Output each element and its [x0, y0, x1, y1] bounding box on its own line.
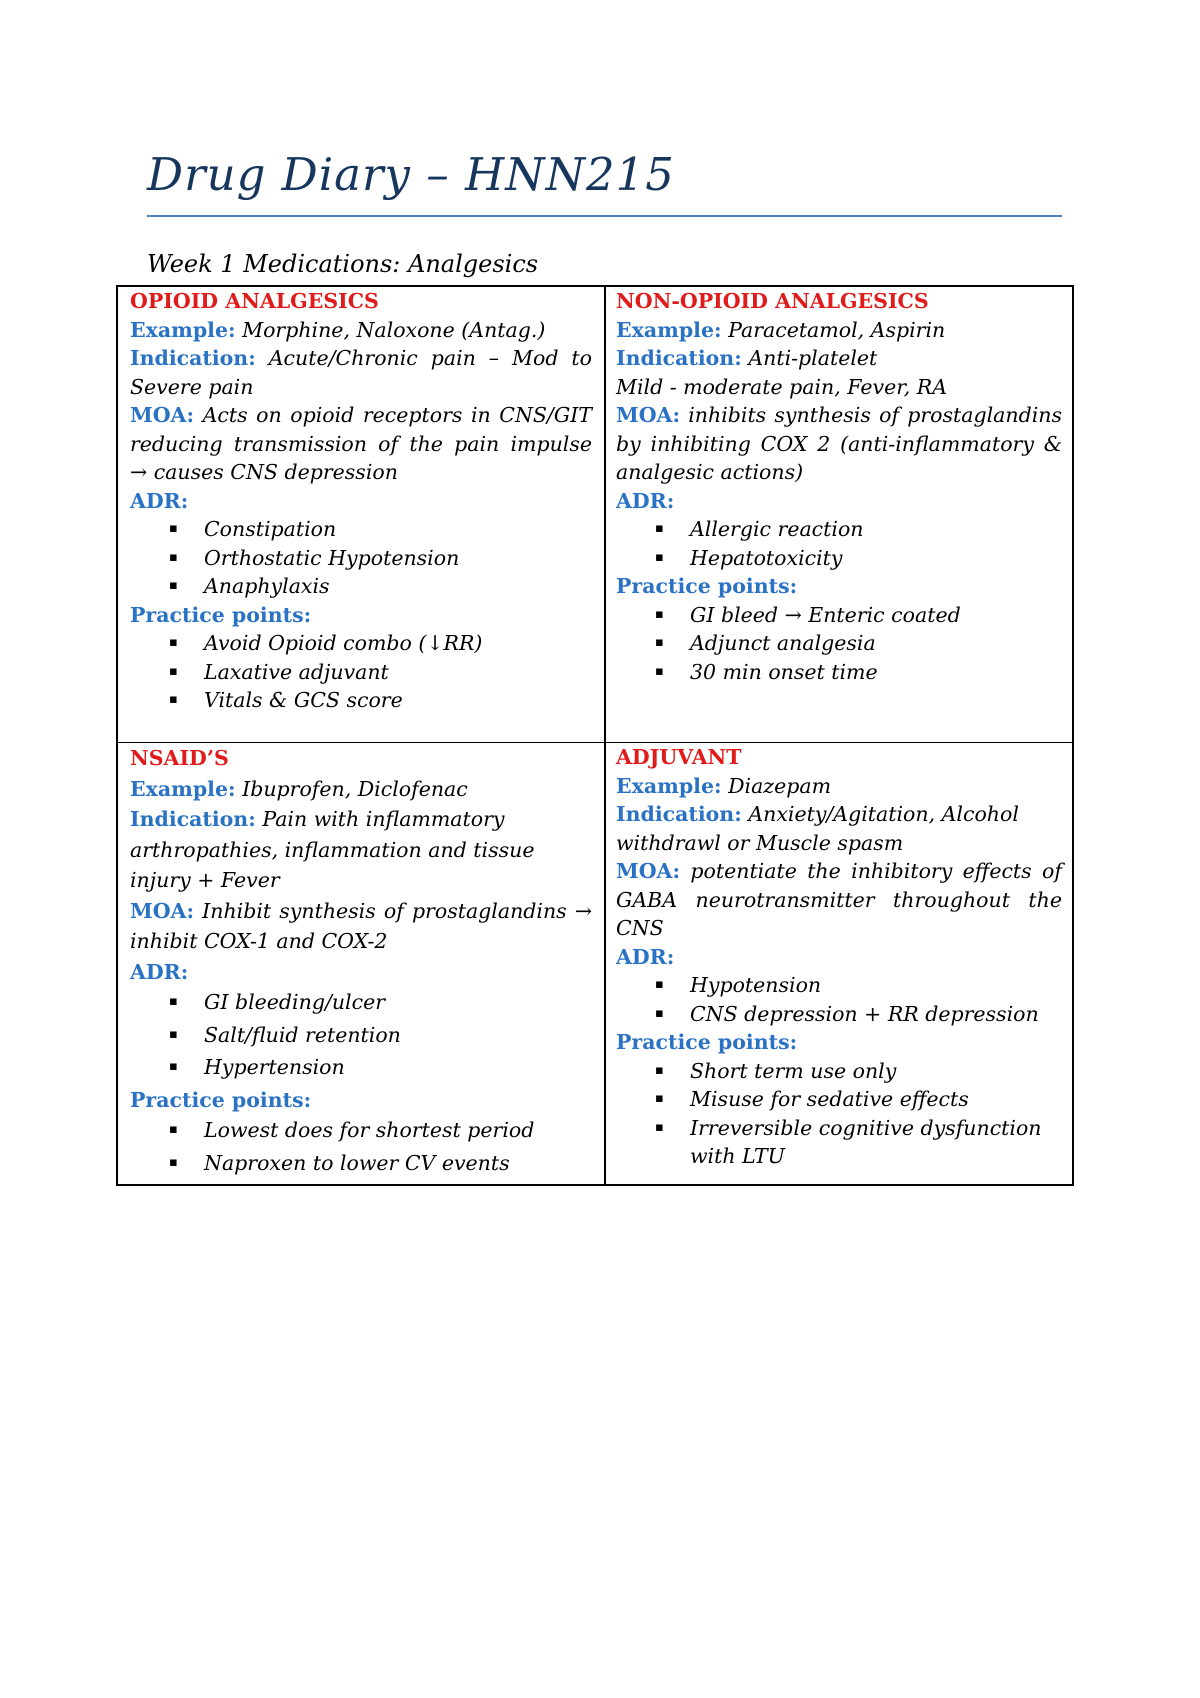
document-subtitle: Week 1 Medications: Analgesics: [147, 250, 539, 278]
example-label: Example:: [130, 776, 236, 801]
list-item: ▪ Orthostatic Hypotension: [130, 544, 592, 573]
list-item: ▪ GI bleeding/ulcer: [130, 987, 592, 1018]
bullet-icon: ▪: [655, 977, 664, 992]
moa-label: MOA:: [616, 403, 681, 427]
adjuvant-example: Diazepam: [728, 773, 832, 798]
example-label: Example:: [616, 317, 722, 342]
nsaids-practice-list: [130, 1115, 592, 1178]
nonopioid-example: Paracetamol, Aspirin: [728, 317, 946, 342]
list-item: ▪ Irreversible cognitive dysfunction with LTU: [655, 1115, 1042, 1168]
nsaids-moa-row: [130, 896, 592, 957]
list-item: ▪ Adjunct analgesia: [616, 629, 1062, 658]
bullet-icon: ▪: [169, 1026, 178, 1042]
opioid-moa-row: [130, 401, 592, 487]
opioid-indication: Acute/Chronic pain – Mod to Severe pain: [130, 346, 592, 399]
bullet-icon: ▪: [169, 1059, 178, 1074]
moa-label: MOA:: [130, 403, 195, 427]
list-item: ▪ Allergic reaction: [616, 515, 1062, 544]
adjuvant-indication: Anxiety/Agitation, Alcohol withdrawl or Muscle spasm: [616, 802, 1019, 855]
adjuvant-adr-list: [616, 971, 1062, 1028]
indication-label: Indication:: [616, 802, 742, 826]
bullet-icon: ▪: [169, 1122, 178, 1137]
list-item: ▪ Anaphylaxis: [130, 572, 592, 601]
nonopioid-heading: NON-OPIOID ANALGESICS: [616, 289, 929, 313]
list-item: ▪ 30 min onset time: [616, 658, 1062, 687]
bullet-icon: ▪: [655, 635, 664, 650]
bullet-icon: ▪: [655, 1091, 664, 1106]
list-item: ▪ Laxative adjuvant: [130, 658, 592, 687]
indication-label: Indication:: [616, 346, 742, 370]
nonopioid-cell: [616, 287, 1062, 686]
nonopioid-indication-line2: Mild - moderate pain, Fever, RA: [616, 374, 948, 399]
opioid-practice-list: [130, 629, 592, 715]
opioid-moa: Acts on opioid receptors in CNS/GIT reducing transmission of the pain impulse → causes CNS depression: [130, 403, 592, 484]
adjuvant-cell: [616, 743, 1062, 1171]
bullet-icon: ▪: [169, 578, 178, 593]
nonopioid-moa: inhibits synthesis of prostaglandins by inhibiting COX 2 (anti-inflammatory & analgesic actions): [616, 403, 1062, 484]
adjuvant-moa: potentiate the inhibitory effects of GABA neurotransmitter throughout the CNS: [616, 859, 1062, 940]
bullet-icon: ▪: [169, 1154, 178, 1170]
nsaids-heading: NSAID’S: [130, 746, 229, 770]
indication-label: Indication:: [130, 346, 256, 370]
bullet-icon: ▪: [169, 663, 178, 679]
adjuvant-practice-list: [616, 1057, 1062, 1171]
adr-label: ADR:: [616, 944, 675, 969]
nsaids-example: Ibuprofen, Diclofenac: [242, 776, 468, 801]
indication-label: Indication:: [130, 807, 256, 831]
adjuvant-indication-row: [616, 800, 1062, 857]
bullet-icon: ▪: [655, 549, 664, 565]
bullet-icon: ▪: [169, 635, 178, 650]
list-item: ▪ Hypotension: [616, 971, 1062, 1000]
bullet-icon: ▪: [169, 549, 178, 565]
nonopioid-adr-list: [616, 515, 1062, 572]
bullet-icon: ▪: [169, 994, 178, 1009]
adr-label: ADR:: [616, 488, 675, 513]
adr-label: ADR:: [130, 488, 189, 513]
list-item: ▪ Hypertension: [130, 1052, 592, 1083]
list-item: ▪ Hepatotoxicity: [616, 544, 1062, 573]
adjuvant-moa-row: [616, 857, 1062, 943]
practice-label: Practice points:: [616, 574, 798, 598]
nonopioid-indication-row: [616, 344, 1062, 373]
nsaids-indication: Pain with inflammatory arthropathies, inflammation and tissue injury + Fever: [130, 807, 535, 892]
document-title: Drug Diary – HNN215: [147, 148, 675, 201]
list-item: ▪ Avoid Opioid combo (↓RR): [130, 629, 592, 658]
bullet-icon: ▪: [169, 521, 178, 536]
opioid-adr-list: [130, 515, 592, 601]
opioid-indication-row: [130, 344, 592, 401]
table-column-divider: [604, 287, 606, 1184]
opioid-cell: [130, 287, 592, 715]
nsaids-example-row: [130, 774, 592, 805]
bullet-icon: ▪: [655, 521, 664, 536]
nonopioid-practice-list: [616, 601, 1062, 687]
bullet-icon: ▪: [655, 663, 664, 679]
nonopioid-example-row: [616, 316, 1062, 345]
bullet-icon: ▪: [655, 1119, 664, 1135]
practice-label: Practice points:: [130, 602, 312, 627]
list-item: ▪ Misuse for sedative effects: [616, 1085, 1062, 1114]
list-item: ▪ Salt/fluid retention: [130, 1020, 592, 1051]
adjuvant-example-row: [616, 772, 1062, 801]
bullet-icon: ▪: [169, 692, 178, 707]
nsaids-indication-row: [130, 804, 592, 896]
list-item: ▪ Lowest does for shortest period: [130, 1115, 592, 1146]
nonopioid-indication: Anti-platelet: [748, 346, 878, 370]
moa-label: MOA:: [130, 898, 195, 923]
practice-label: Practice points:: [616, 1030, 798, 1054]
list-item: ▪ Short term use only: [616, 1057, 1062, 1086]
nsaids-adr-list: [130, 987, 592, 1083]
list-item: ▪ CNS depression + RR depression: [616, 1000, 1062, 1029]
bullet-icon: ▪: [655, 1062, 664, 1078]
list-item: ▪ Naproxen to lower CV events: [130, 1148, 592, 1179]
title-underline: [147, 215, 1062, 217]
nonopioid-moa-row: [616, 401, 1062, 487]
opioid-example-row: [130, 316, 592, 345]
example-label: Example:: [130, 317, 236, 342]
nsaids-cell: [130, 743, 592, 1180]
adr-label: ADR:: [130, 959, 189, 984]
opioid-heading: OPIOID ANALGESICS: [130, 289, 379, 313]
moa-label: MOA:: [616, 859, 681, 883]
drug-table: [116, 285, 1074, 1186]
practice-label: Practice points:: [130, 1087, 312, 1112]
adjuvant-heading: ADJUVANT: [616, 745, 742, 769]
bullet-icon: ▪: [655, 1005, 664, 1021]
bullet-icon: ▪: [655, 606, 664, 622]
list-item: ▪ Constipation: [130, 515, 592, 544]
example-label: Example:: [616, 773, 722, 798]
list-item: ▪ Vitals & GCS score: [130, 686, 592, 715]
opioid-example: Morphine, Naloxone (Antag.): [242, 317, 546, 342]
nsaids-moa: Inhibit synthesis of prostaglandins → inhibit COX-1 and COX-2: [130, 898, 592, 953]
list-item: ▪ GI bleed → Enteric coated: [616, 601, 1062, 630]
